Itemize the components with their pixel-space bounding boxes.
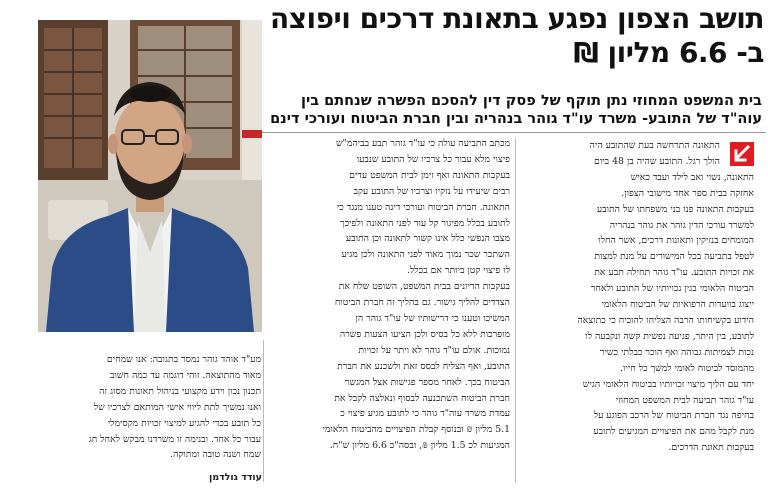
body-line: המומחים בנזיקין ותאונות דרכים, אשר החלו: [598, 235, 754, 247]
body-line: מאוד מהתוצאה. זוהי דוגמה עד כמה חשוב: [110, 369, 261, 381]
body-line: התאונה התרחשה בעת שהתובע היה: [589, 140, 720, 151]
column-divider-right: [515, 138, 516, 482]
body-line: מהמוסד לביטוח לאומי למשך כל חייו.: [620, 362, 754, 374]
author-byline: עודד גולדמן: [208, 472, 262, 483]
body-line: התובע, ואף הצליח לבסס זאת ולשכנע את חברת: [337, 360, 510, 372]
body-line: פיצוי מלא עבור כל צרכיו של התובע שנבעו: [356, 153, 510, 165]
article-headline: [269, 2, 764, 70]
body-line: לו פיצוי קטן ביותר אם בכלל.: [406, 265, 510, 277]
body-line: ואנו נמשיך לתת ליווי אישי המותאם לצרכיו של: [93, 401, 261, 413]
body-line: רבים שיעידו על נזקיו וצרכיו של התובע עקב: [353, 185, 510, 197]
body-line: הולך רגל. התובע שהיה בן 48 ביום: [594, 155, 720, 167]
article-column-right: [520, 138, 754, 456]
body-line: בעקבות תאונת הדרכים.: [668, 442, 754, 454]
headline-line-2: ב- 6.6 מליון ₪: [573, 36, 764, 69]
headline-line-1: תושב הצפון נפגע בתאונת דרכים ויפוצה: [269, 2, 764, 35]
body-line: לתובע, בין היתר, פגיעה נפשית קשה ונקבעה לו: [585, 330, 754, 342]
body-line: עבור כל אחד. ובנימה זו משרדנו מבקש לאחל חג: [88, 433, 261, 445]
body-line: הביטוח הלאומי בגין נכויותיו של התובע ולאחר: [590, 283, 754, 295]
body-line: שמח ושנה טובה ומתוקה.: [170, 449, 261, 461]
body-line: המגיעות לכ 1.5 מליון ₪, ובסה"כ 6.6 מליון ש"ח.: [329, 440, 510, 452]
body-line: מכתב התביעה עולה כי עו"ד גוהר תבע בביהמ"ש: [335, 138, 510, 149]
body-line: התאונה. חברת הביטוח ועורכי דינה טענו מנגד כי: [336, 201, 510, 213]
body-line: בעקבות הדיונים בבית המשפט, השופט שלח את: [338, 281, 510, 293]
body-line: את זכויות התובע. עו"ד גוהר תחילה תבע את: [594, 267, 754, 279]
body-line: חברת הביטוח השתכנעה לבסוף ונאלצה לקבל את: [334, 392, 510, 404]
article-column-left: [36, 352, 261, 463]
body-line: כל תובע בכדי להגיע למיצוי זכויות מקסימלי: [107, 417, 261, 429]
body-line: נכות לצמיתות גבוהה ואף הוכר כבלתי כשיר: [599, 346, 754, 358]
body-line: יחד עם הליך מיצוי זכויותיו בביטוח הלאומי הגיש: [582, 378, 754, 390]
subheadline-line-2: עוה"ד של התובע- משרד עו"ד גוהר בנהריה ובין חברת הביטוח ועורכי דינם: [270, 111, 762, 127]
body-line: הידוע בקשיחותו הרבה הצליחו להוכיח כי כתוצאה: [577, 314, 754, 326]
body-line: תכנון נכון וידע מקצועי בניהול תאונות מסוג זה: [99, 385, 261, 397]
body-line: הצדדים להליך גישור. גם בהליך זה חברת הביטוח: [334, 297, 510, 309]
body-line: בעקבות התאונה ואף זימן לבית המשפט עדים: [349, 169, 510, 181]
body-line: הביטוח בכך. לאחר מספר פגישות אצל המגשר: [344, 376, 510, 388]
body-line: בחיפה נגד חברת הביטוח של הרכב הפוגע על: [593, 410, 754, 422]
body-line: 5.1 מליון ₪ ובנוסף קבלת הפיצויים מהביטוח הלאומי: [322, 424, 510, 436]
body-line: התאונה, נשוי ואב לילד ועבד כאיש: [630, 171, 754, 183]
subheadline-line-1: בית המשפט המחוזי נתן תוקף של פסק דין להסכם הפשרה שנחתם בין: [301, 93, 762, 109]
article-subheadline: [262, 92, 762, 128]
body-line: עו"ד גוהר תביעה לבית המשפט המחוזי: [615, 394, 754, 406]
article-column-middle: [266, 136, 510, 454]
body-line: לתובע בכלל מפיגור קל עוד לפני התאונה ולפיכך: [340, 217, 510, 229]
body-line: עמדת משרד עוה"ד גוהר כי לתובע מגיע פיצוי כ: [340, 408, 510, 420]
article-photo: [38, 20, 262, 332]
body-line: אחזקה בבית ספר אחד מישובי הצפון.: [621, 187, 754, 199]
column-divider-left: [263, 340, 264, 482]
body-line: השתכר שכר נמוך מאוד לפני התאונה ולכן מגיע: [341, 249, 510, 261]
body-line: המשיכו וטענו כי דרישותיו של עו"ד גוהר הן: [355, 312, 510, 324]
body-line: לטפל בתביעה בכל המישורים על מנת למצות: [594, 251, 754, 263]
body-line: למשרד עורכי הדין גוהר את גוהר בנהריה: [609, 219, 754, 231]
body-line: מנת לקבל מהם את הפיצויים המגיעים לתובע: [593, 426, 754, 438]
man-portrait-image: [38, 20, 262, 332]
body-line: מופרכות ללא כל בסיס ולכן הציעו הצעות פשרה: [339, 328, 510, 340]
body-line: ייצוג בוועדות הרפואיות של הביטוח הלאומי: [601, 299, 754, 311]
subheadline-divider: [262, 132, 766, 133]
body-line: בעקבות התאונה פנו בני משפחתו של התובע: [596, 203, 754, 215]
body-line: מע"ד אוהד גוהר נמסר בתגובה: אנו שמחים: [106, 354, 261, 365]
body-line: נמוכות. אולם עו"ד גוהר לא ויתר על זכויות: [358, 344, 510, 356]
body-line: מצבו הנפשי כלל אינו קשור לתאונה וכן התובע: [345, 233, 510, 245]
